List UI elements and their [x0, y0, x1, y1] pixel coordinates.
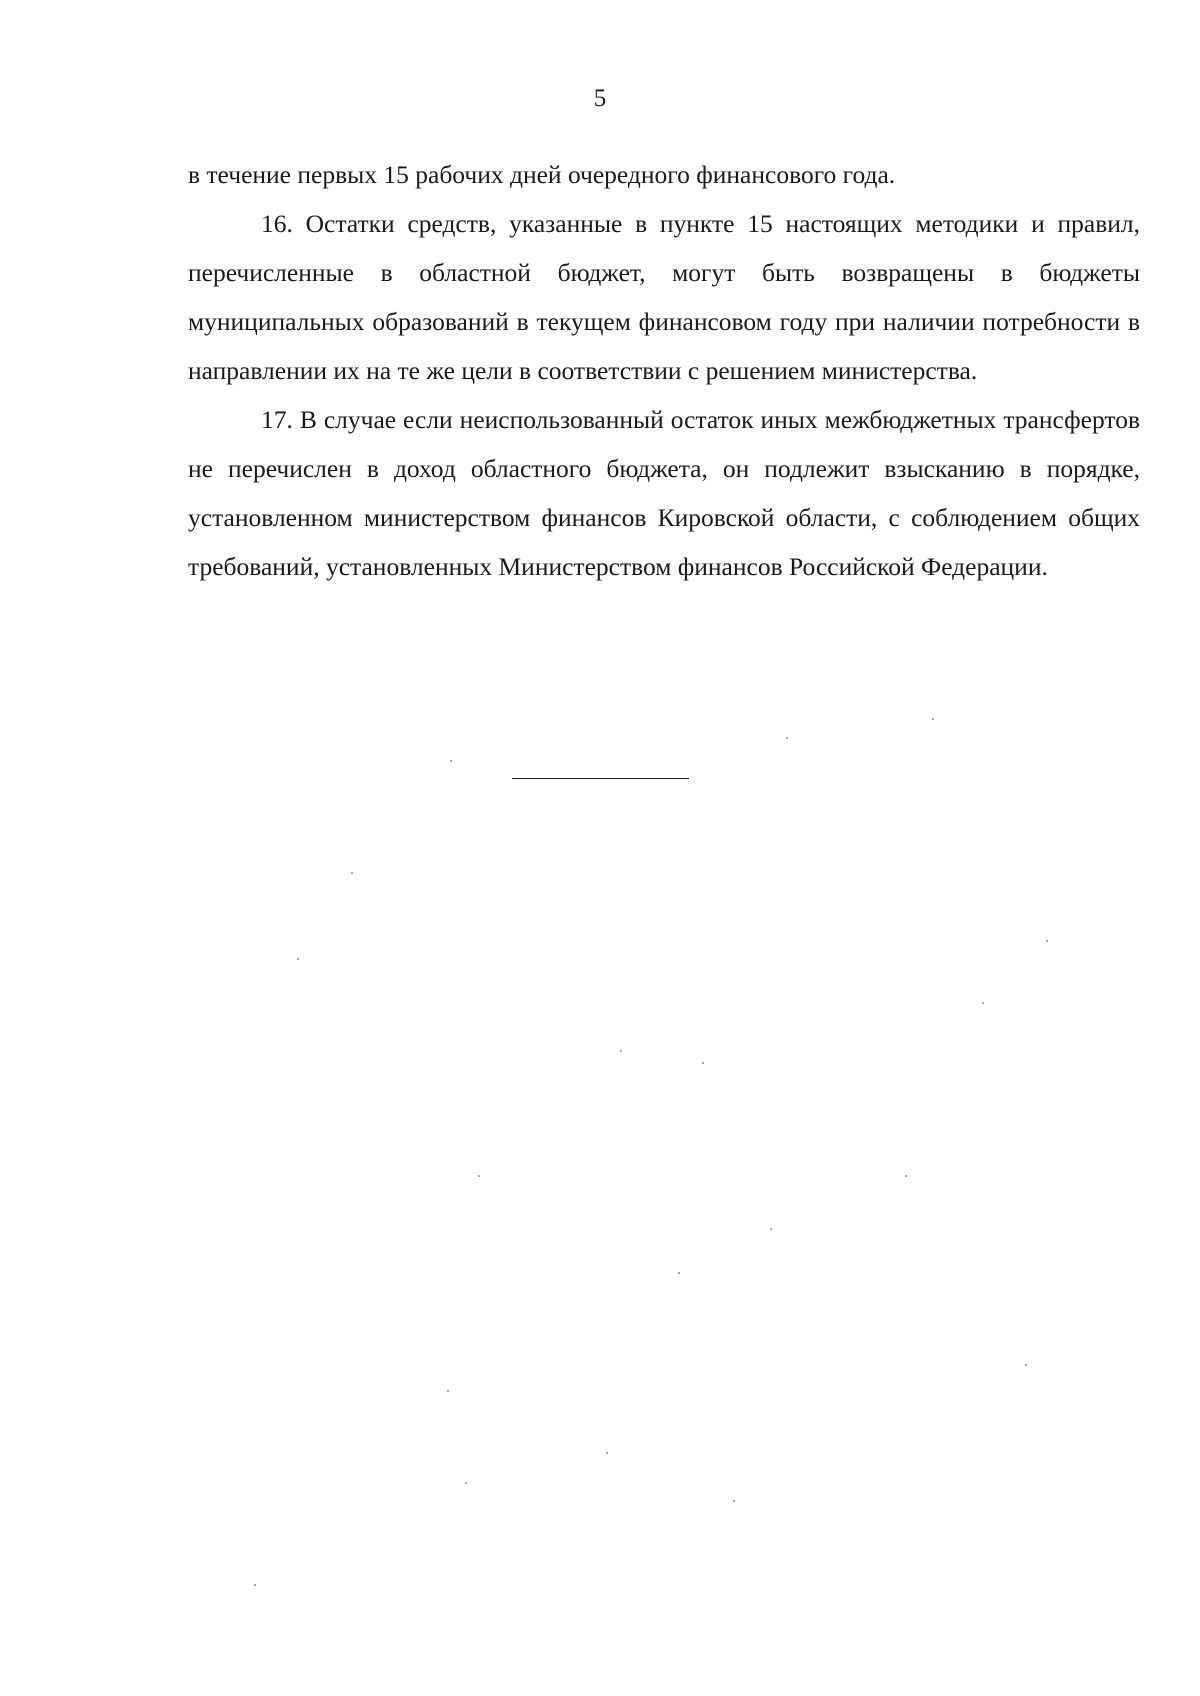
scan-speck	[465, 1482, 467, 1484]
end-of-text-rule	[512, 778, 689, 779]
scan-speck	[786, 737, 788, 739]
scan-speck	[1025, 1364, 1027, 1366]
scan-speck	[932, 718, 934, 720]
scan-speck	[297, 958, 299, 960]
paragraph-16: 16. Остатки средств, указанные в пункте 15 настоящих методики и правил, перечисленные в областной бюджет, могут быть возвращены в бюджеты муниципальных образований в текущем финансовом году при наличии потребности в направлении их на те же цели в соответствии с решением министерства.	[188, 209, 1140, 385]
scan-speck	[351, 872, 353, 874]
scan-speck	[620, 1050, 622, 1052]
scan-speck	[982, 1002, 984, 1004]
scan-speck	[254, 1584, 256, 1586]
scan-speck	[733, 1500, 735, 1502]
scan-speck	[678, 1272, 680, 1274]
scan-speck	[450, 760, 452, 762]
scan-speck	[770, 1228, 772, 1230]
scan-speck	[606, 1452, 608, 1454]
scan-speck	[447, 1390, 449, 1392]
scan-speck	[478, 1175, 480, 1177]
document-body	[188, 150, 1140, 591]
scan-speck	[905, 1175, 907, 1177]
scan-speck	[1046, 940, 1048, 942]
paragraph-17: 17. В случае если неиспользованный остаток иных межбюджетных трансфертов не перечислен в доход областного бюджета, он подлежит взысканию в порядке, установленном министерством финансов Кировской области, с соблюдением общих требований, установленных Министерством финансов Российской Федерации.	[188, 405, 1140, 581]
scan-speck	[702, 1062, 704, 1064]
page-number: 5	[593, 85, 607, 112]
paragraph-continuation: в течение первых 15 рабочих дней очередного финансового года.	[188, 160, 896, 189]
